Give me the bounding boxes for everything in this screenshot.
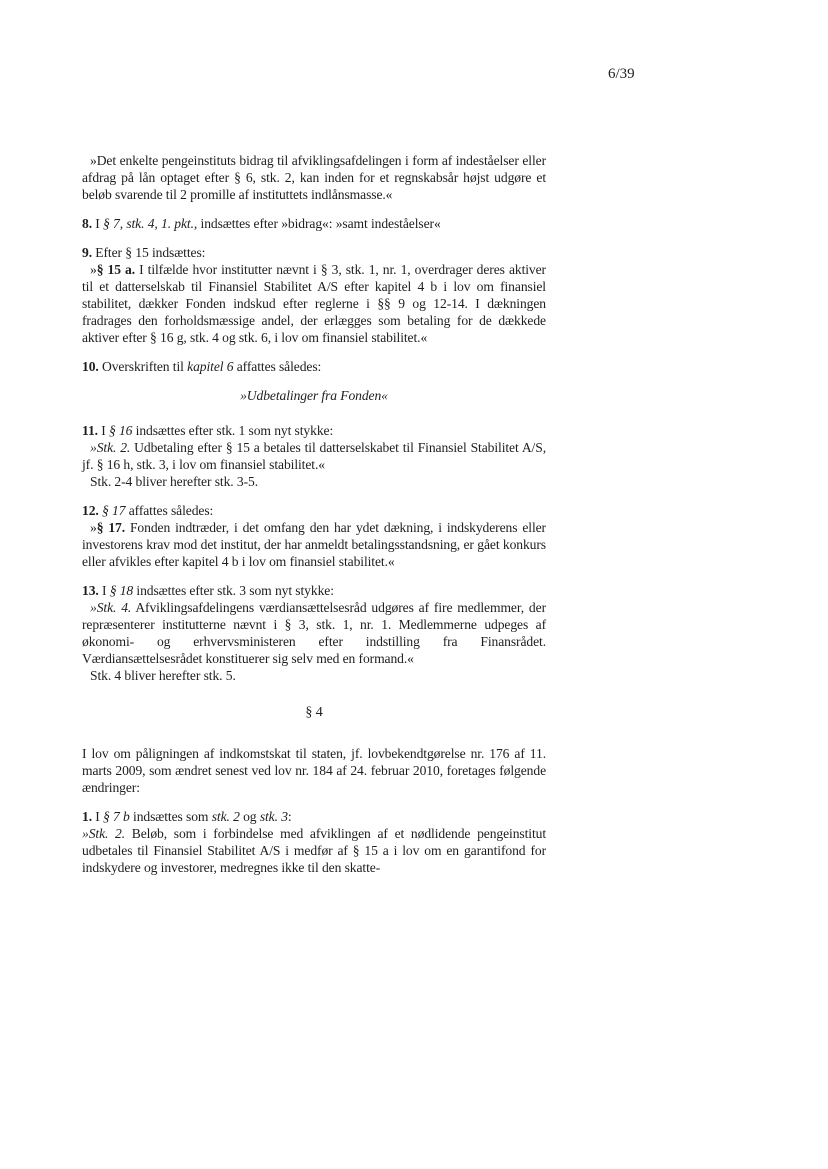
law-reference: kapitel 6 — [187, 359, 234, 374]
item-number: 8. — [82, 216, 92, 231]
item-10: 10. Overskriften til kapitel 6 affattes således: — [82, 359, 322, 374]
document-body — [82, 152, 546, 888]
section-heading: § 4 — [305, 705, 323, 720]
item-9: 9. Efter § 15 indsættes: »§ 15 a. I tilfælde hvor institutter nævnt i § 3, stk. 1, nr. 1, overdrager deres aktiver til et datterselskab til Finansiel Stabilitet A/S efter kapitel 4 b i lov om finansiel stabilitet, dækker Fonden indskud efter reglerne i §§ 9 og 12-14. I dækningen fradrages den forholdsmæssige andel, der erlægges som betaling for de dækkede aktiver efter § 16 g, stk. 4 og stk. 6, i lov om finansiel stabilitet.« — [82, 245, 546, 345]
law-reference: § 7 b — [103, 809, 130, 824]
item-8: 8. I § 7, stk. 4, 1. pkt., indsættes efter »bidrag«: »samt indeståelser« — [82, 216, 441, 231]
law-reference: stk. 3 — [259, 809, 288, 824]
item-11: 11. I § 16 indsættes efter stk. 1 som nyt stykke: »Stk. 2. Udbetaling efter § 15 a betales til datterselskabet til Finansiel Stabilitet A/S, jf. § 16 h, stk. 3, i lov om finansiel stabilitet.« Stk. 2-4 bliver herefter stk. 3-5. — [82, 423, 546, 489]
item-12: 12. § 17 affattes således: »§ 17. Fonden indtræder, i det omfang den har ydet dækning, i indskyderens eller investorens krav mod det institut, der har anmeldt betalingsstandsning, er gået konkurs eller afvikles efter kapitel 4 b i lov om finansiel stabilitet.« — [82, 503, 546, 569]
item-number: 12. — [82, 503, 99, 518]
renumber-note: Stk. 4 bliver herefter stk. 5. — [90, 668, 236, 683]
law-reference: § 17 — [102, 503, 126, 518]
item-number: 13. — [82, 583, 99, 598]
law-reference: § 7, stk. 4, 1. pkt., — [103, 216, 198, 231]
item-number: 10. — [82, 359, 99, 374]
stk-label: »Stk. 2. — [82, 826, 126, 841]
chapter-heading: »Udbetalinger fra Fonden« — [240, 388, 388, 403]
law-reference: § 18 — [109, 583, 134, 598]
stk-label: »Stk. 2. — [90, 440, 131, 455]
quote-paragraph — [82, 152, 546, 203]
section-intro: I lov om påligningen af indkomstskat til staten, jf. lovbekendtgørelse nr. 176 af 11. marts 2009, som ændret senest ved lov nr. 184 af 24. februar 2010, foretages følgende ændringer: — [82, 746, 546, 795]
renumber-note: Stk. 2-4 bliver herefter stk. 3-5. — [90, 474, 258, 489]
item-number: 1. — [82, 809, 92, 824]
law-reference: § 16 — [108, 423, 133, 438]
paragraph-label: § 15 a. — [96, 262, 135, 277]
paragraph-label: § 17. — [96, 520, 126, 535]
item-number: 9. — [82, 245, 92, 260]
page-number: 6/39 — [608, 66, 635, 82]
stk-label: »Stk. 4. — [90, 600, 132, 615]
quote-text: »Det enkelte pengeinstituts bidrag til afviklingsafdelingen i form af indeståelser eller afdrag på lån optaget efter § 6, stk. 2, kan inden for et regnskabsår højst udgøre et beløb svarende til 2 promille af instituttets indlånsmasse.« — [82, 153, 546, 202]
item-1: 1. I § 7 b indsættes som stk. 2 og stk. 3: »Stk. 2. Beløb, som i forbindelse med afviklingen af et nødlidende pengeinstitut udbetales til Finansiel Stabilitet A/S i medfør af § 15 a i lov om en garantifond for indskydere og investorer, medregnes ikke til den skatte- — [82, 809, 546, 875]
law-reference: stk. 2 — [211, 809, 240, 824]
item-number: 11. — [82, 423, 98, 438]
item-13: 13. I § 18 indsættes efter stk. 3 som nyt stykke: »Stk. 4. Afviklingsafdelingens værdiansættelsesråd udgøres af fire medlemmer, der repræsenterer institutterne nævnt i § 3, stk. 1, nr. 1. Medlemmerne udpeges af økonomi- og erhvervsministeren efter indstilling fra Finansrådet. Værdiansættelsesrådet konstituerer sig selv med en formand.« Stk. 4 bliver herefter stk. 5. — [82, 583, 546, 683]
